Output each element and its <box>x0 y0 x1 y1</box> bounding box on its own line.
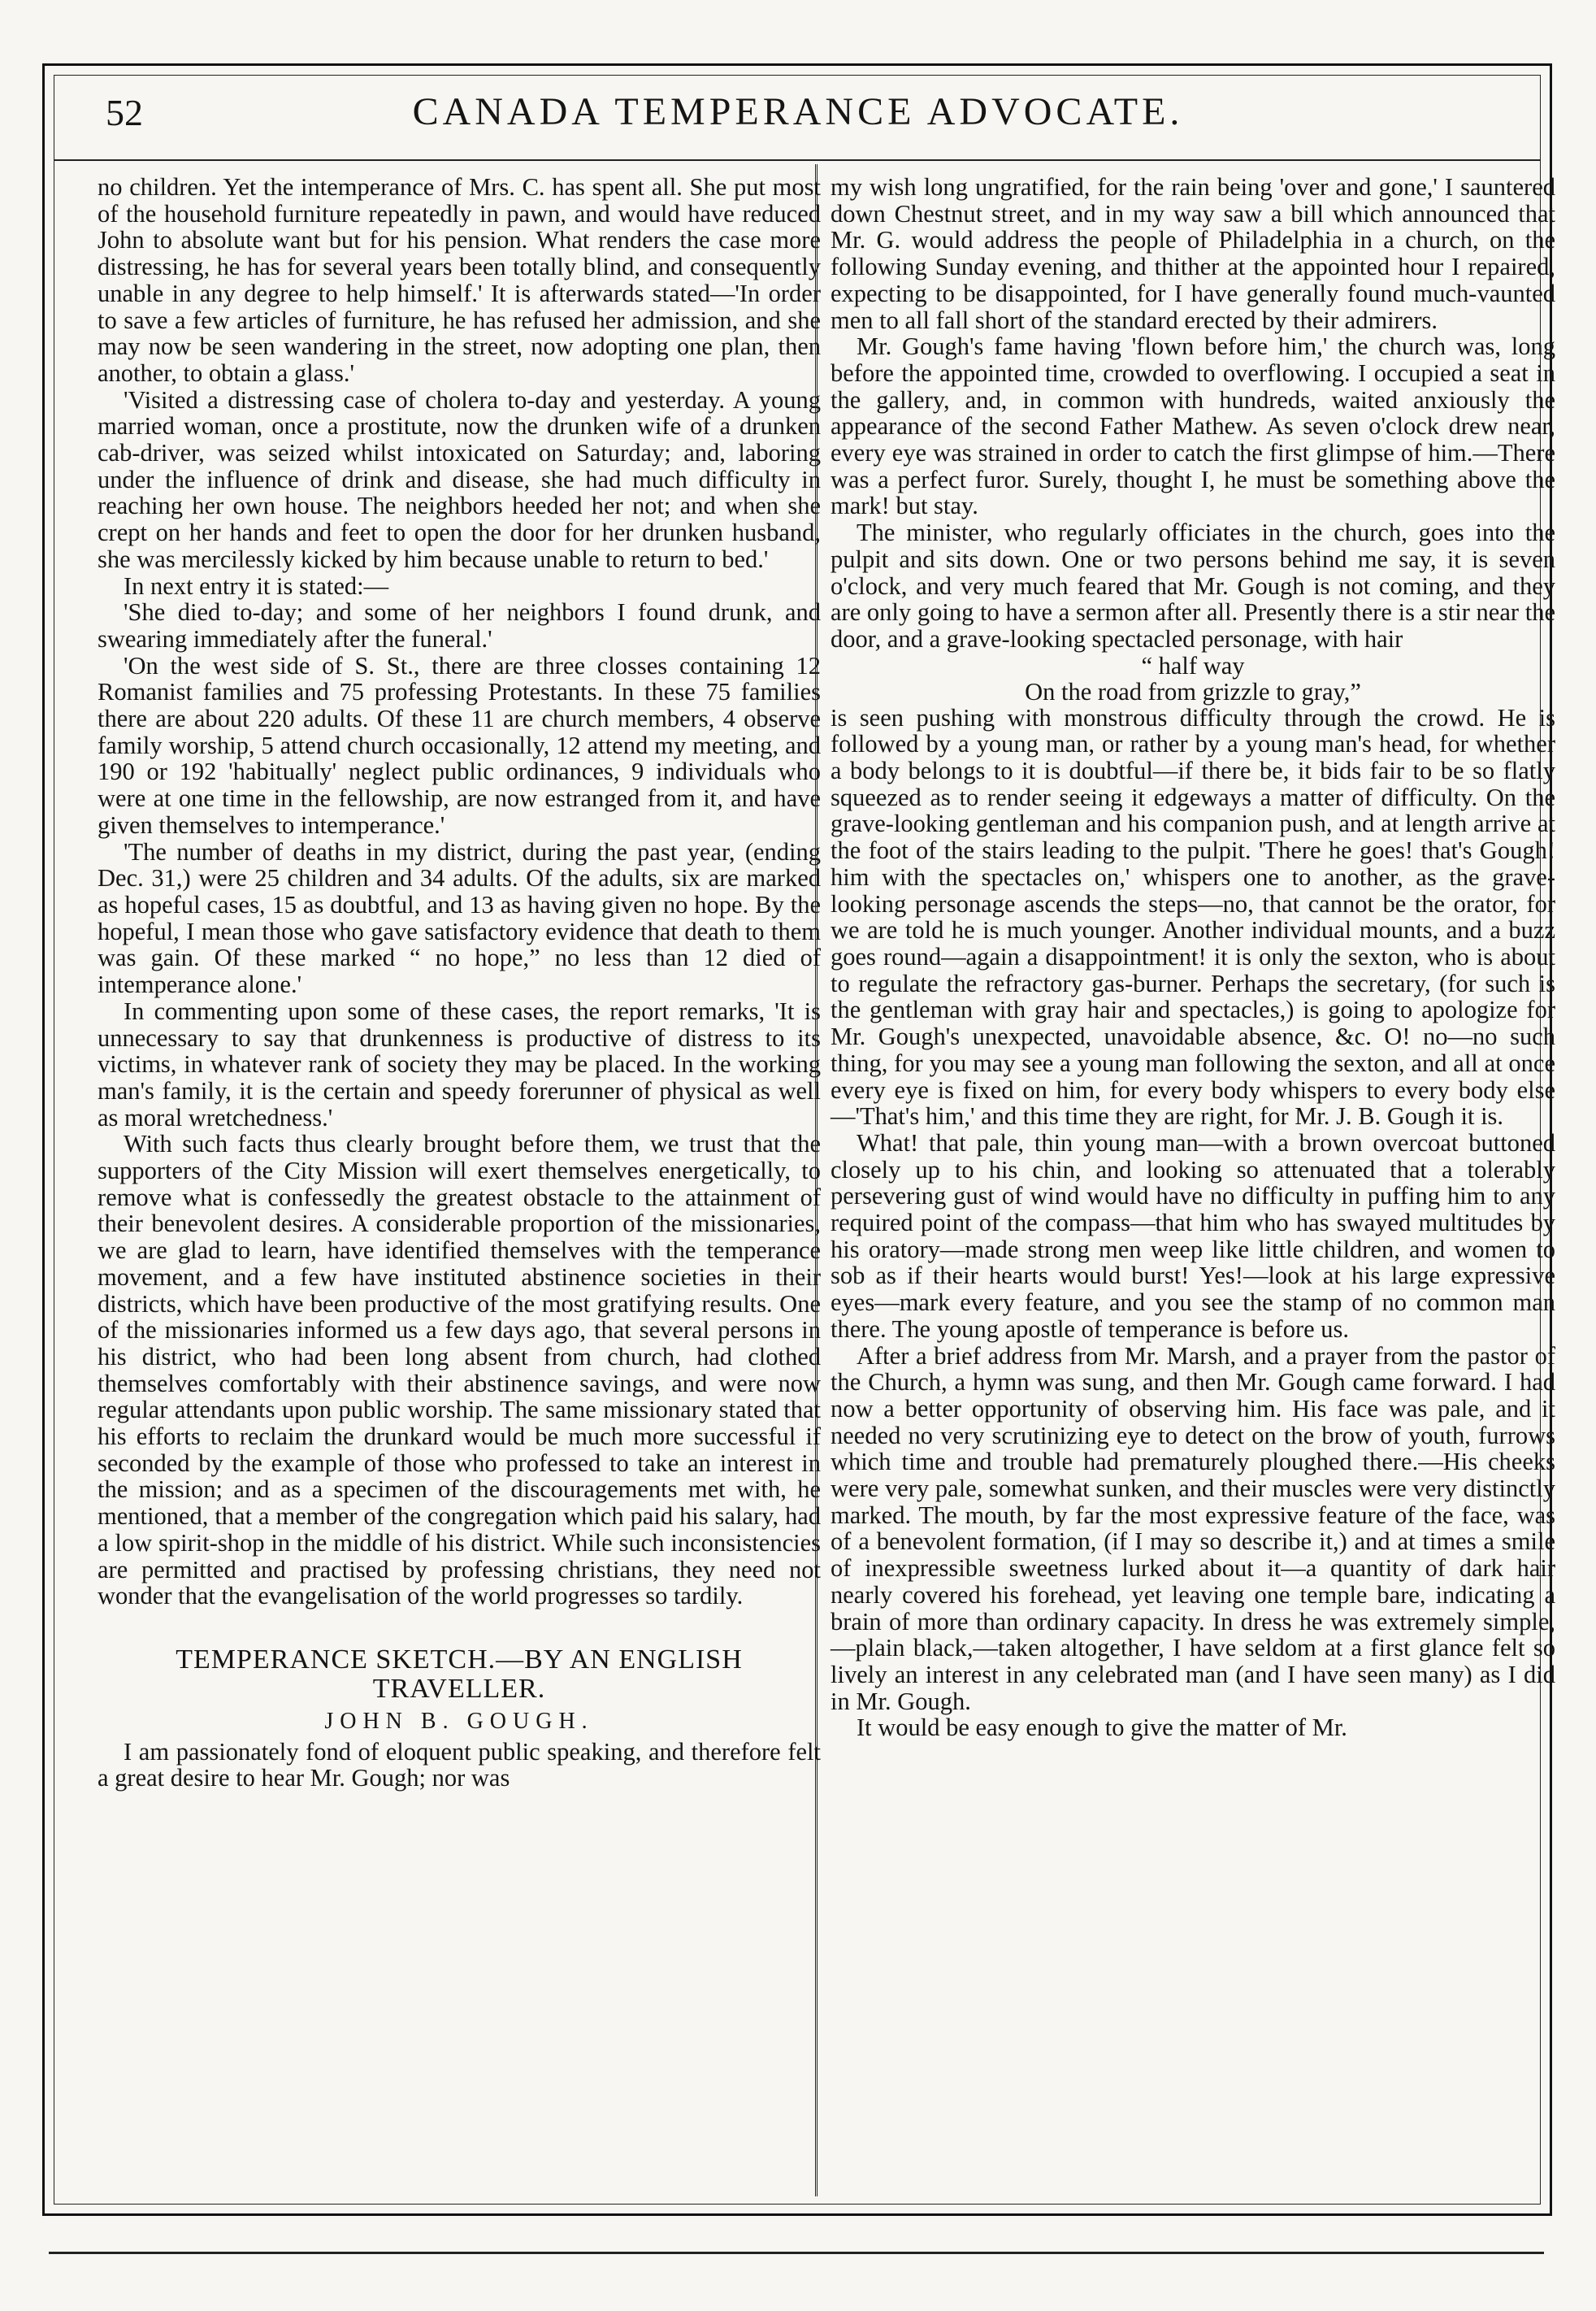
left-column <box>98 174 821 1792</box>
paragraph: 'She died to-day; and some of her neighbors I found drunk, and swearing immediately after the funeral.' <box>98 598 821 653</box>
paragraph: 'On the west side of S. St., there are three closses containing 12 Romanist families and 75 professing Protestants. In these 75 families there are about 220 adults. Of these 11 are church members, 4 observe family worship, 5 attend church occasionally, 12 attend my meeting, and 190 or 192 'habitually' neglect public ordinances, 9 individuals who were at one time in the fellowship, are now estranged from it, and have given themselves to intemperance.' <box>98 651 821 839</box>
paragraph: It would be easy enough to give the matter of Mr. <box>857 1714 1347 1742</box>
paragraph: is seen pushing with monstrous difficulty through the crowd. He is followed by a young man, or rather by a young man's head, for whether a body belongs to it is doubtful—if there be, it bids fair to be so flatly squeezed as to render seeing it edgeways a matter of difficulty. On the grave-looking gentleman and his companion push, and at length arrive at the foot of the stairs leading to the pulpit. 'There he goes! that's Gough! him with the spectacles on,' whispers one to another, as the grave-looking personage ascends the steps—no, that cannot be the orator, for we are told he is much younger. Another individual mounts, and a buzz goes round—again a disappointment! it is only the sexton, who is about to regulate the refractory gas-burner. Perhaps the secretary, (for such is the gentleman with gray hair and spectacles,) is going to apologize for Mr. Gough's unexpected, unavoidable absence, &c. O! no—no such thing, for you may see a young man following the sexton, and all at once every eye is fixed on him, for every body whispers to every body else—'That's him,' and this time they are right, for Mr. J. B. Gough it is. <box>831 703 1555 1131</box>
paragraph: What! that pale, thin young man—with a brown overcoat buttoned closely up to his chin, and looking so attenuated that a tolerably persevering gust of wind would have no difficulty in puffing him to any required point of the compass—that him who has swayed multitudes by his oratory—made strong men weep like little children, and women to sob as if their hearts would burst! Yes!—look at his large expressive eyes—mark every feature, and you see the stamp of no common man there. The young apostle of temperance is before us. <box>831 1128 1555 1343</box>
header-rule <box>54 159 1541 161</box>
paragraph: 'Visited a distressing case of cholera to-day and yesterday. A young married woman, once a prostitute, now the drunken wife of a drunken cab-driver, was seized whilst intoxicated on Saturday; and, laboring under the influence of drink and disease, she had much difficulty in reaching her own house. The neighbors heeded her not; and when she crept on her hands and feet to open the door for her drunken husband, she was mercilessly kicked by him because unable to return to bed.' <box>98 385 821 573</box>
paragraph: my wish long ungratified, for the rain being 'over and gone,' I sauntered down Chestnut street, and in my way saw a bill which announced that Mr. G. would address the people of Philadelphia in a church, on the following Sunday evening, and thither at the appointed hour I repaired, expecting to be disappointed, for I have generally found much-vaunted men to all fall short of the standard erected by their admirers. <box>831 173 1555 334</box>
section-subtitle: JOHN B. GOUGH. <box>324 1708 594 1734</box>
bottom-rule <box>49 2252 1544 2254</box>
paragraph: I am passionately fond of eloquent public speaking, and therefore felt a great desire to hear Mr. Gough; nor was <box>98 1737 821 1792</box>
journal-title: CANADA TEMPERANCE ADVOCATE. <box>412 90 1184 133</box>
paragraph: no children. Yet the intemperance of Mrs. C. has spent all. She put most of the household furniture repeatedly in pawn, and would have reduced John to absolute want but for his pension. What renders the case more distressing, he has for several years been totally blind, and consequently unable in any degree to help himself.' It is afterwards stated—'In order to save a few articles of furniture, he has refused her admission, and she may now be seen wandering in the street, now adopting one plan, then another, to obtain a glass.' <box>98 173 821 387</box>
section-title: TEMPERANCE SKETCH.—BY AN ENGLISH TRAVELLER. <box>176 1644 743 1704</box>
paragraph: 'The number of deaths in my district, during the past year, (ending Dec. 31,) were 25 children and 34 adults. Of the adults, six are marked as hopeful cases, 15 as doubtful, and 13 as having given no hope. By the hopeful, I mean those who gave satisfactory evidence that death to them was gain. Of these marked “ no hope,” no less than 12 died of intemperance alone.' <box>98 837 821 999</box>
paragraph: With such facts thus clearly brought before them, we trust that the supporters of the City Mission will exert themselves energetically, to remove what is confessedly the greatest obstacle to the attainment of their benevolent desires. A considerable proportion of the missionaries, we are glad to learn, have identified themselves with the temperance movement, and a few have instituted abstinence societies in their districts, which have been productive of the most gratifying results. One of the missionaries informed us a few days ago, that several persons in his district, who had been long absent from church, had clothed themselves comfortably with their abstinence savings, and were now regular attendants upon public worship. The same missionary stated that his efforts to reclaim the drunkard would be much more successful if seconded by the example of those who professed to take an interest in the mission; and as a specimen of the discouragements met with, he mentioned, that a member of the congregation which paid his salary, had a low spirit-shop in the middle of his district. While such inconsistencies are permitted and practised by professing christians, they need not wonder that the evangelisation of the world progresses so tardily. <box>98 1130 821 1610</box>
verse-line: “ half way <box>1141 651 1245 680</box>
paragraph: In next entry it is stated:— <box>124 571 389 600</box>
paragraph: After a brief address from Mr. Marsh, and a prayer from the pastor of the Church, a hymn was sung, and then Mr. Gough came forward. I had now a better opportunity of observing him. His face was pale, and it needed no very scrutinizing eye to detect on the brow of youth, furrows which time and trouble had prematurely ploughed there.—His cheeks were very pale, somewhat sunken, and their muscles were very distinctly marked. The mouth, by far the most expressive feature of the face, was of a benevolent formation, (if I may so describe it,) and at times a smile of inexpressible sweetness lurked about it—a quantity of dark hair nearly covered his forehead, yet leaving one temple bare, indicating a brain of more than ordinary capacity. In dress he was extremely simple,—plain black,—taken altogether, I have seldom at a first glance felt so lively an interest in any celebrated man (and I have seen many) as I did in Mr. Gough. <box>831 1341 1555 1715</box>
paragraph: In commenting upon some of these cases, the report remarks, 'It is unnecessary to say that drunkenness is productive of distress to its victims, in whatever rank of society they may be placed. In the working man's family, it is the certain and speedy forerunner of physical as well as moral wretchedness.' <box>98 997 821 1132</box>
right-column <box>831 174 1555 1741</box>
paragraph: The minister, who regularly officiates in the church, goes into the pulpit and sits down. One or two persons behind me say, it is seven o'clock, and very much feared that Mr. Gough is not coming, and they are only going to have a sermon after all. Presently there is a stir near the door, and a grave-looking spectacled personage, with hair <box>831 519 1555 653</box>
page-header <box>59 86 1537 141</box>
paragraph: Mr. Gough's fame having 'flown before him,' the church was, long before the appointed time, crowded to overflowing. I occupied a seat in the gallery, and, in common with hundreds, waited anxiously the appearance of the second Father Mathew. As seven o'clock drew near, every eye was strained in order to catch the first glimpse of him.—There was a perfect furor. Surely, thought I, he must be something above the mark! but stay. <box>831 332 1555 520</box>
page-number: 52 <box>106 92 143 133</box>
verse-line: On the road from grizzle to gray,” <box>1025 677 1361 706</box>
